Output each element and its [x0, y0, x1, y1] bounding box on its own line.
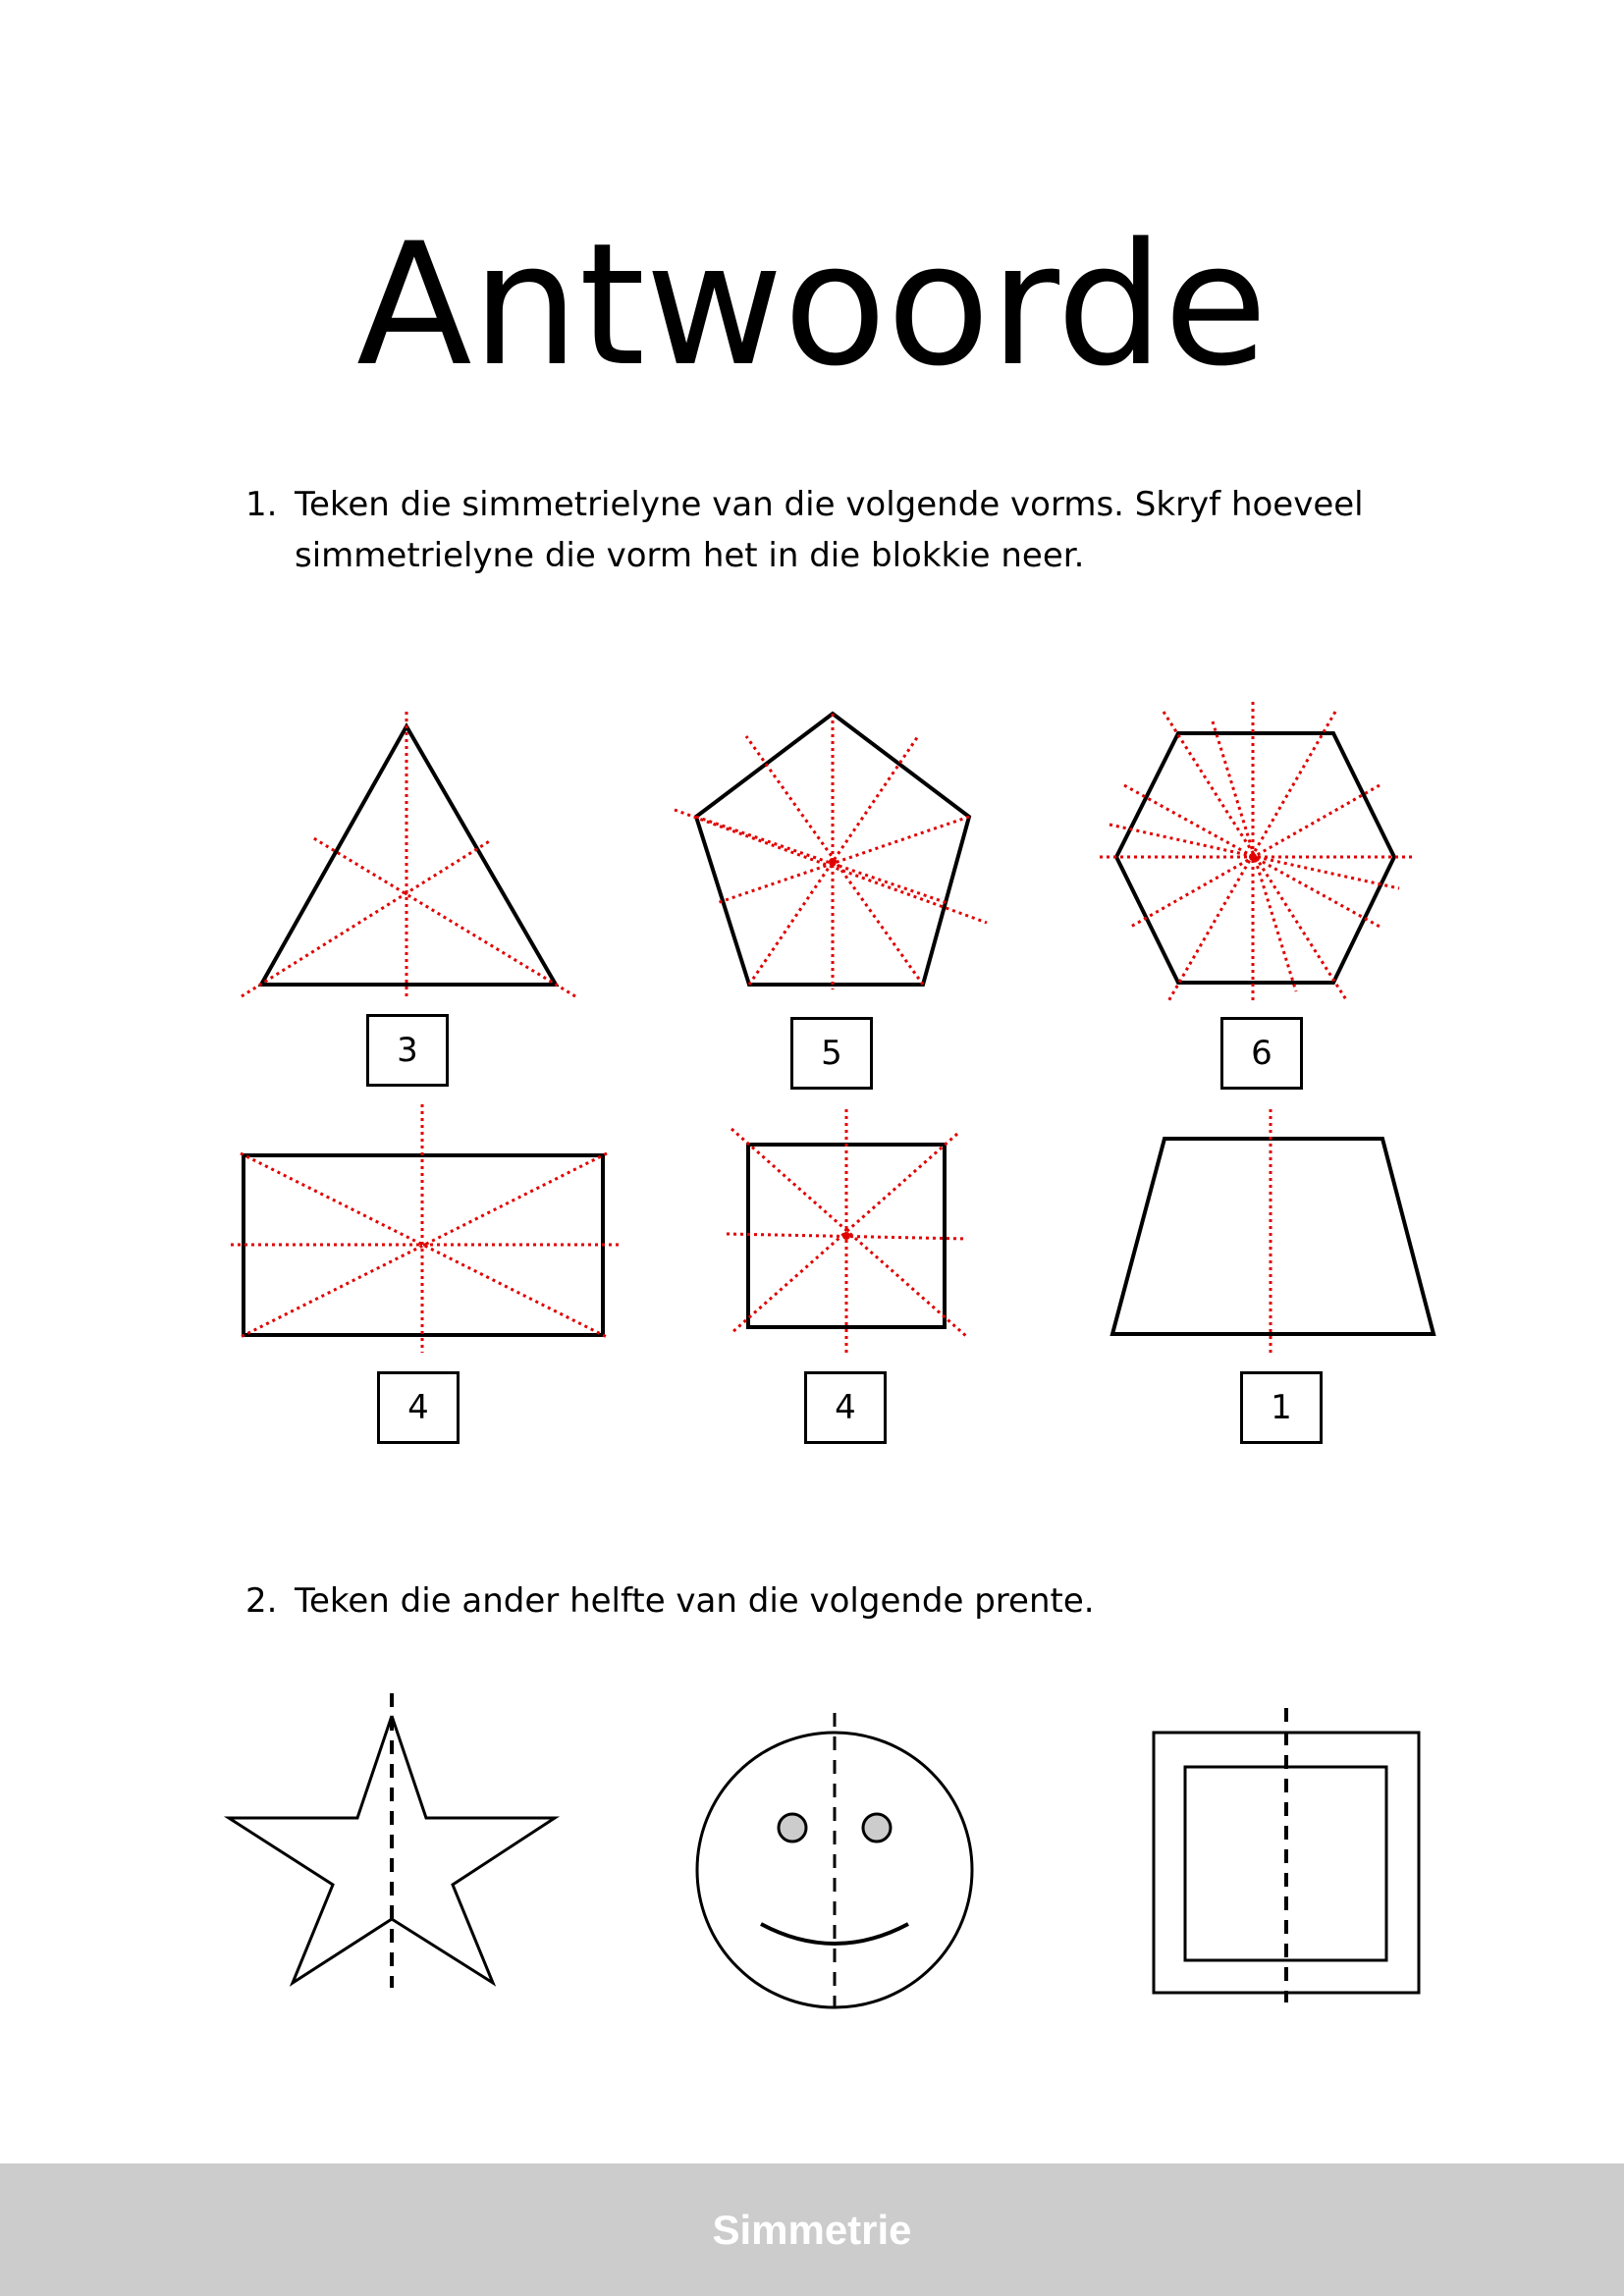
- rectangle-symmetry-lines: [231, 1104, 619, 1353]
- hexagon-symmetry-lines: [1100, 702, 1414, 1001]
- left-eye: [779, 1814, 806, 1842]
- answer-box-triangle[interactable]: 3: [366, 1014, 449, 1087]
- answer-box-pentagon[interactable]: 5: [790, 1017, 873, 1090]
- footer-title: Simmetrie: [712, 2206, 912, 2253]
- question-2-text: Teken die ander helfte van die volgende prente.: [295, 1581, 1095, 1621]
- question-1-text-line-2: simmetrielyne die vorm het in die blokkie neer.: [295, 536, 1085, 575]
- triangle-shape: [242, 712, 575, 999]
- answer-box-hexagon[interactable]: 6: [1220, 1017, 1303, 1090]
- page-title: Antwoorde: [356, 206, 1268, 403]
- question-1-text-line-1: Teken die simmetrielyne van die volgende vorms. Skryf hoeveel: [295, 485, 1364, 524]
- pentagon-symmetry-lines: [675, 714, 987, 989]
- hexagon-shape: [1100, 702, 1414, 1001]
- square-shape: [727, 1109, 967, 1355]
- answer-box-square[interactable]: 4: [804, 1371, 887, 1444]
- right-eye: [863, 1814, 891, 1842]
- answer-box-rectangle[interactable]: 4: [377, 1371, 460, 1444]
- star-picture: [229, 1693, 555, 1988]
- footer-bar: [0, 2163, 1624, 2296]
- triangle-symmetry-lines: [242, 712, 575, 999]
- pentagon-shape: [675, 714, 987, 989]
- trapezoid-shape: [1112, 1109, 1434, 1355]
- rectangle-shape: [231, 1104, 619, 1353]
- answer-box-trapezoid[interactable]: 1: [1240, 1371, 1323, 1444]
- question-1-number: 1.: [245, 485, 278, 524]
- smiley-face-picture: [697, 1713, 972, 2007]
- square-frame-picture: [1154, 1708, 1419, 2002]
- question-2-number: 2.: [245, 1581, 278, 1621]
